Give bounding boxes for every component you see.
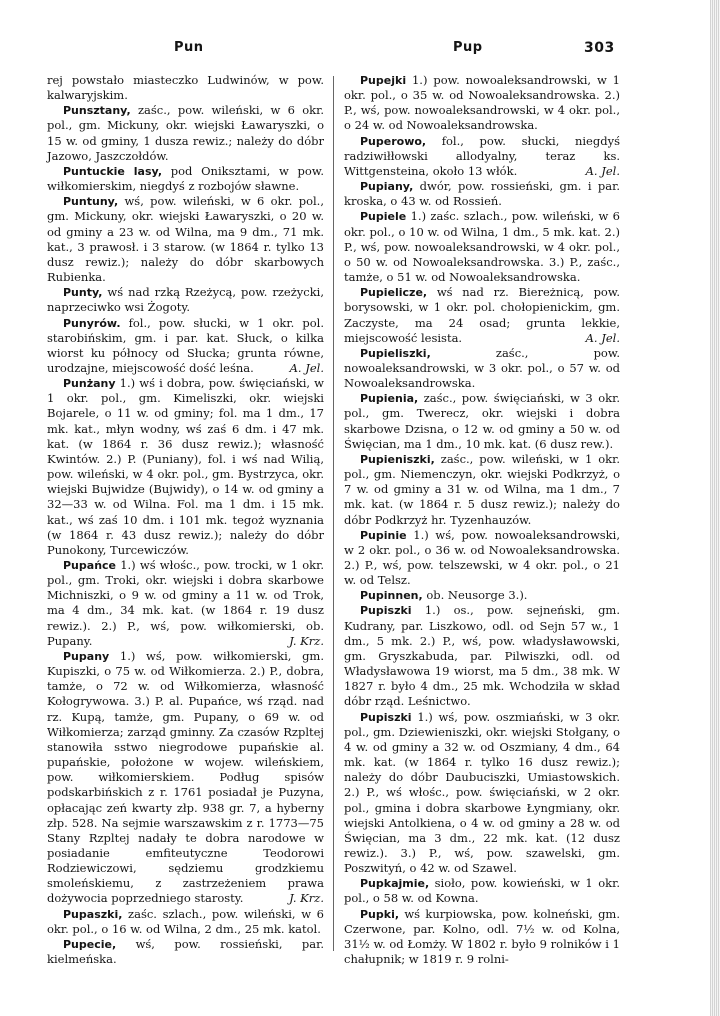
entry-headword: Pupinnen, bbox=[360, 589, 423, 603]
entry-headword: Pupany bbox=[63, 649, 110, 663]
entry-headword: Pupieniszki, bbox=[360, 452, 435, 466]
dictionary-entry bbox=[344, 209, 620, 285]
entry-text: zaśc., pow. wileński, w 6 okr. pol., gm. Mickuny, okr. wiejski Ławaryszki, o 15 w. od gminy, 1 dusza rewiz.; należy do dóbr Jazowo, Jaszczołdów. bbox=[47, 103, 324, 163]
entry-headword: Punżany bbox=[63, 377, 116, 391]
entry-text: 1.) wś włośc., pow. trocki, w 1 okr. pol., gm. Troki, okr. wiejski i dobra skarbowe Michniszki, o 9 w. od gminy a 11 w. od Trok, ma 4 dm., 34 mk. kat. (w 1864 r. 19 dusz rewiz.). 2.) P., wś, pow. wiłkomierski, ob. Pupany. bbox=[47, 558, 324, 648]
dictionary-entry bbox=[344, 452, 620, 528]
entry-headword: Puperowo, bbox=[360, 134, 427, 148]
entry-headword: Pupejki bbox=[360, 74, 407, 87]
entry-text: 1.) wś, pow. nowoaleksandrowski, w 2 okr. pol., o 36 w. od Nowoaleksandrowska. 2.) P., wś, pow. telszewski, w 4 okr. pol., o 21 w. od Telsz. bbox=[344, 527, 620, 588]
dictionary-entry bbox=[344, 346, 620, 391]
dictionary-entry bbox=[47, 194, 324, 285]
dictionary-entry bbox=[344, 179, 620, 209]
entry-text: zaśc. szlach., pow. wileński, w 6 okr. pol., o 16 w. od Wilna, 2 dm., 25 mk. katol. bbox=[47, 906, 324, 936]
entry-text: zaśc., pow. święciański, w 3 okr. pol., gm. Twerecz, okr. wiejski i dobra skarbowe Dzisna, o 12 w. od gminy a 50 w. od Święcian, ma 1 dm., 10 mk. kat. (6 dusz rew.). bbox=[344, 391, 620, 451]
entry-headword: Pupinie bbox=[360, 528, 407, 542]
entry-headword: Pupiszki bbox=[360, 710, 412, 724]
entry-headword: Pupaszki, bbox=[63, 907, 123, 921]
entry-headword: Pupiany, bbox=[360, 180, 414, 194]
dictionary-entry bbox=[47, 907, 324, 937]
dictionary-entry bbox=[47, 558, 324, 649]
left-column bbox=[47, 73, 324, 967]
entry-text: 1.) pow. nowoaleksandrowski, w 1 okr. pol., o 35 w. od Nowoaleksandrowska. 2.) P., wś, pow. nowoaleksandrowski, w 4 okr. pol., o 24 w. od Nowoaleksandrowska. bbox=[344, 73, 620, 133]
entry-signature: J. Krz. bbox=[289, 891, 324, 906]
entry-text: 1.) wś, pow. wiłkomierski, gm. Kupiszki, o 75 w. od Wiłkomierza. 2.) P., dobra, tamże, o 72 w. od Wiłkomierza, własność Kołogrywowa. 3.) P. al. Pupańce, wś rząd. nad rz. Kupą, tamże, gm. Pupany, o 69 w. od Wiłkomierza; zarząd gminny. Za czasów Rzpltej stanowiła sstwo niegrodowe pupańskie al. pupańskie, położone w wojew. wileńskiem, pow. wiłkomierskiem. Podług spisów podskarbińskich z r. 1761 posiadał je Puzyna, opłacając zeń kwarty złp. 938 gr. 7, a hyberny złp. 528. Na sejmie warszawskim z r. 1773—75 Stany Rzpltej nadały te dobra narodowe w posiadanie emfiteutyczne Teodorowi Rodziewiczowi, sędziemu grodzkiemu smoleńskiemu, z zastrzeżeniem prawa dożywocia poprzedniego starosty. bbox=[47, 648, 324, 906]
entry-headword: Puntuny, bbox=[63, 195, 119, 209]
running-head-left: Pun bbox=[174, 40, 204, 55]
entry-signature: A. Jel. bbox=[585, 163, 620, 178]
dictionary-entry bbox=[344, 588, 620, 603]
page-number: 303 bbox=[584, 40, 615, 56]
entry-text: wś nad rz. Biereżnicą, pow. borysowski, w 1 okr. pol. chołopienickim, gm. Zaczyste, ma 24 osad; grunta lekkie, miejscowość lesista. bbox=[344, 285, 620, 345]
entry-signature: A. Jel. bbox=[585, 330, 620, 345]
dictionary-entry bbox=[47, 376, 324, 558]
dictionary-entry bbox=[47, 285, 324, 315]
entry-text: 1.) os., pow. sejneński, gm. Kudrany, par. Liszkowo, odl. od Sejn 57 w., 1 dm., 5 mk. 2.) P., wś, pow. władysławowski, gm. Gryszkabuda, par. Pilwiszki, odl. od Władysławowa 19 wiorst, ma 5 dm., 38 mk. W 1827 r. było 4 dm., 25 mk. Wchodziła w skład dóbr rząd. Leśnictwo. bbox=[344, 603, 620, 709]
entry-headword: Puntuckie lasy, bbox=[63, 164, 163, 178]
entry-signature: A. Jel. bbox=[289, 360, 324, 375]
right-column bbox=[344, 73, 620, 967]
entry-text: 1.) wś i dobra, pow. święciański, w 1 okr. pol., gm. Kimeliszki, okr. wiejski Bojarele, o 11 w. od gminy; fol. ma 1 dm., 17 mk. kat., młyn wodny, wś zaś 6 dm. i 47 mk. kat. (w 1864 r. 36 dusz rewiz.); własność Kwintów. 2.) P. (Puniany), fol. i wś nad Wilią, pow. wileński, w 4 okr. pol., gm. Bystrzyca, okr. wiejski Bujwidze (Bujwidy), o 14 w. od gminy a 32—33 w. od Wilna. Fol. ma 1 dm. i 15 mk. kat., wś zaś 10 dm. i 101 mk. tegoż wyznania (w 1864 r. 43 dusz rewiz.); należy do dóbr Punokony, Turcewiczów. bbox=[47, 376, 324, 557]
dictionary-entry bbox=[344, 73, 620, 134]
entry-text: pod Oniksztami, w pow. wiłkomierskim, niegdyś z rozbojów sławne. bbox=[47, 163, 324, 194]
entry-headword: Punty, bbox=[63, 286, 103, 300]
dictionary-entry bbox=[344, 134, 620, 179]
dictionary-entry bbox=[47, 316, 324, 377]
entry-headword: Punsztany, bbox=[63, 104, 131, 118]
entry-headword: Pupki, bbox=[360, 907, 400, 921]
dictionary-entry bbox=[344, 876, 620, 906]
entry-headword: Pupiele bbox=[360, 210, 407, 224]
dictionary-entry bbox=[344, 907, 620, 968]
dictionary-entry bbox=[344, 528, 620, 589]
entry-text: zaśc., pow. wileński, w 1 okr. pol., gm. Niemenczyn, okr. wiejski Podkrzyż, o 7 w. od gminy a 31 w. od Wilna, ma 1 dm., 7 mk. kat. (w 1864 r. 5 dusz rewiz.); należy do dóbr Podkrzyż hr. Tyzenhauzów. bbox=[344, 451, 620, 527]
dictionary-entry bbox=[47, 937, 324, 967]
dictionary-entry bbox=[344, 710, 620, 877]
entry-text: wś, pow. wileński, w 6 okr. pol., gm. Mickuny, okr. wiejski Ławaryszki, o 20 w. od gminy a 23 w. od Wilna, ma 9 dm., 71 mk. kat., 3 prawosł. i 3 starow. (w 1864 r. tylko 13 dusz rewiz.); należy do dóbr skarbowych Rubienka. bbox=[47, 194, 324, 285]
entry-text: 1.) zaśc. szlach., pow. wileński, w 6 okr. pol., o 10 w. od Wilna, 1 dm., 5 mk. kat. 2.) P., wś, pow. nowoaleksandrowski, w 4 okr. pol., o 50 w. od Nowoaleksandrowska. 3.) P., zaśc., tamże, o 51 w. od Nowoaleksandrowska. bbox=[344, 209, 620, 285]
running-head-right: Pup bbox=[453, 40, 483, 55]
entry-text: sioło, pow. kowieński, w 1 okr. pol., o 58 w. od Kowna. bbox=[344, 876, 620, 906]
entry-text: fol., pow. słucki, niegdyś radziwiłłowski allodyalny, teraz ks. Wittgensteina, około 13 włók. bbox=[344, 133, 620, 178]
entry-headword: Punyrów. bbox=[63, 316, 121, 330]
entry-headword: Pupecie, bbox=[63, 937, 117, 951]
dictionary-entry bbox=[344, 285, 620, 346]
dictionary-entry bbox=[47, 73, 324, 103]
entry-headword: Pupieliszki, bbox=[360, 346, 431, 360]
dictionary-entry bbox=[47, 103, 324, 164]
entry-text: wś nad rzką Rzeżycą, pow. rzeżycki, naprzeciwko wsi Żogoty. bbox=[47, 285, 324, 315]
entry-headword: Pupańce bbox=[63, 559, 117, 572]
entry-text: fol., pow. słucki, w 1 okr. pol. starobińskim, gm. i par. kat. Słuck, o kilka wiorst ku północy od Słucka; grunta równe, urodzajne, miejscowość dość leśna. bbox=[47, 315, 324, 375]
entry-text: ob. Neusorge 3.). bbox=[422, 588, 528, 603]
dictionary-entry bbox=[47, 164, 324, 194]
entry-text: rej powstało miasteczko Ludwinów, w pow. kalwaryjskim. bbox=[47, 73, 324, 103]
entry-headword: Pupkajmie, bbox=[360, 877, 430, 891]
entry-text: dwór, pow. rossieński, gm. i par. kroska, o 43 w. od Rossień. bbox=[344, 179, 620, 209]
entry-text: wś, pow. rossieński, par. kielmeńska. bbox=[47, 936, 324, 967]
entry-headword: Pupiszki bbox=[360, 604, 412, 618]
page-edge-shadow bbox=[710, 0, 720, 1016]
dictionary-entry bbox=[47, 649, 324, 907]
dictionary-entry bbox=[344, 603, 620, 709]
entry-signature: J. Krz. bbox=[289, 633, 324, 648]
entry-text: zaśc., pow. nowoaleksandrowski, w 3 okr. pol., o 57 w. od Nowoaleksandrowska. bbox=[344, 345, 620, 391]
entry-headword: Pupielicze, bbox=[360, 286, 428, 300]
dictionary-entry bbox=[344, 391, 620, 452]
entry-text: wś kurpiowska, pow. kolneński, gm. Czerwone, par. Kolno, odl. 7½ w. od Kolna, 31½ w. od Łomży. W 1802 r. było 9 rolników i 1 chałupnik; w 1819 r. 9 rolni- bbox=[344, 906, 620, 967]
entry-text: 1.) wś, pow. oszmiański, w 3 okr. pol., gm. Dziewieniszki, okr. wiejski Stołgany, o 4 w. od gminy a 32 w. od Oszmiany, 4 dm., 64 mk. kat. (w 1864 r. tylko 16 dusz rewiz.); należy do dóbr Daubuciszki, Umiastowskich. 2.) P., wś włośc., pow. święciański, w 2 okr. pol., gmina i dobra skarbowe Łyngmiany, okr. wiejski Antolkiena, o 4 w. od gminy a 28 w. od Święcian, ma 3 dm., 22 mk. kat. (12 dusz rewiz.). 3.) P., wś, pow. szawelski, gm. Poszwityń, o 42 w. od Szawel. bbox=[344, 709, 620, 876]
column-divider bbox=[333, 76, 334, 951]
entry-headword: Pupienia, bbox=[360, 392, 419, 406]
